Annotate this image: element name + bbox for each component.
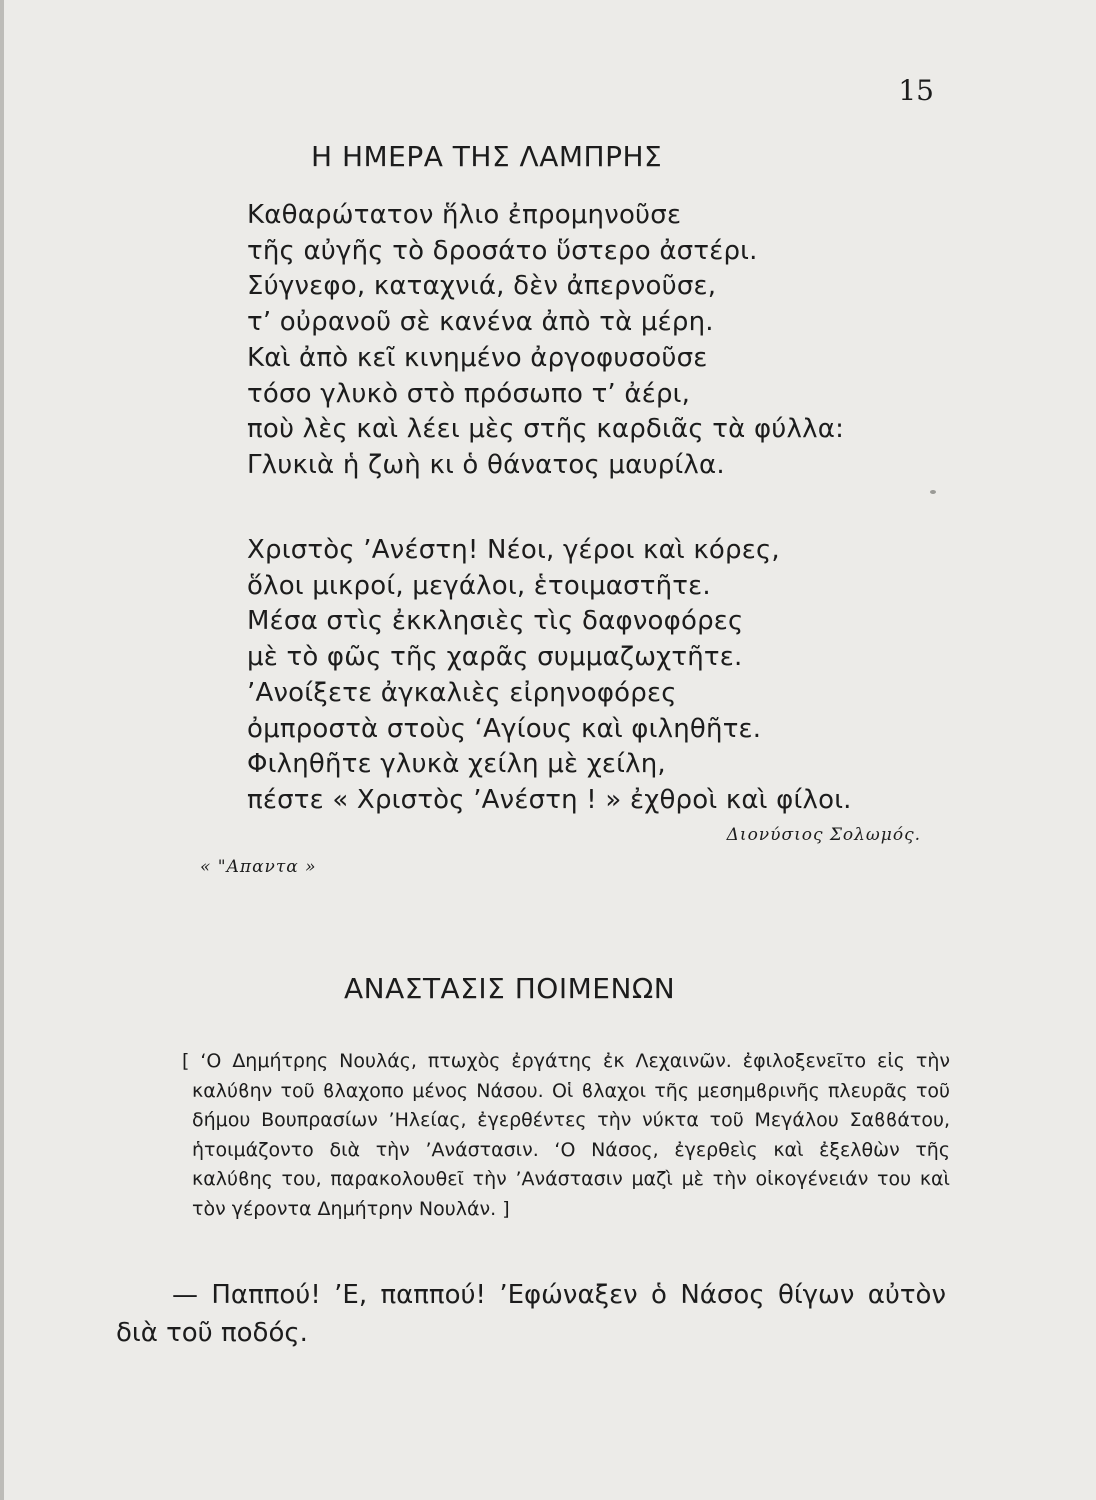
poem-line: τῆς αὐγῆς τὸ δροσάτο ὕστερο ἀστέρι. — [247, 235, 758, 266]
poem-line: Φιληθῆτε γλυκὰ χείλη μὲ χείλη, — [247, 749, 666, 780]
page-number: 15 — [898, 74, 934, 107]
poem-line: ’Ανοίξετε ἀγκαλιὲς εἰρηνοφόρες — [247, 677, 677, 708]
story-paragraph: — Παππού! ’Ε, παππού! ’Εφώναξεν ὁ Νάσος θίγων αὐτὸν διὰ τοῦ ποδός. — [116, 1280, 946, 1348]
poem-line: Καὶ ἀπὸ κεῖ κινημένο ἀργοφυσοῦσε — [247, 342, 708, 373]
poem-line: ὅλοι μικροί, μεγάλοι, ἑτοιμαστῆτε. — [247, 570, 711, 601]
poem-line: Γλυκιὰ ἡ ζωὴ κι ὁ θάνατος μαυρίλα. — [247, 449, 725, 480]
poem-line: ποὺ λὲς καὶ λέει μὲς στῆς καρδιᾶς τὰ φύλλα: — [247, 414, 845, 445]
poem-line: τ’ οὐρανοῦ σὲ κανένα ἀπὸ τὰ μέρη. — [247, 307, 714, 338]
poem-line: ὀμπροστὰ στοὺς ‘Αγίους καὶ φιληθῆτε. — [247, 713, 762, 744]
poem-line: Καθαρώτατον ἥλιο ἐπρομηνοῦσε — [247, 200, 682, 230]
poem-line: Μέσα στὶς ἐκκλησιὲς τὶς δαφνοφόρες — [247, 606, 744, 637]
poem-author: Διονύσιος Σολωμός. — [726, 825, 921, 845]
story-intro-note: [ ‘Ο Δημήτρης Νουλάς, πτωχὸς ἐργάτης ἐκ Λεχαινῶν. ἐφιλοξενεῖτο εἰς τὴν καλύϐην τοῦ ϐλαχοπο μένος Νάσου. Οἱ ϐλαχοι τῆς μεσημϐρινῆς πλευρᾶς τοῦ δήμου Βουπρασίων ’Ηλείας, ἐγερθέντες τὴν νύκτα τοῦ Μεγάλου Σαϐϐάτου, ἡτοιμάζοντο διὰ τὴν ’Ανάστασιν. ‘Ο Νάσος, ἐγερθεὶς καὶ ἐξελθὼν τῆς καλύϐης του, παρακολουθεῖ τὴν ’Ανάστασιν μαζὶ μὲ τὴν οἰκογένειάν του καὶ τὸν γέροντα Δημήτρην Νουλάν. ] — [182, 1050, 950, 1220]
poem-stanza-1 — [247, 198, 844, 484]
poem-line: τόσο γλυκὸ στὸ πρόσωπο τ’ ἀέρι, — [247, 378, 691, 409]
poem-line: Χριστὸς ’Ανέστη! Νέοι, γέροι καὶ κόρες, — [247, 535, 780, 565]
poem-title: Η ΗΜΕΡΑ ΤΗΣ ΛΑΜΠΡΗΣ — [311, 140, 663, 173]
story-title: ΑΝΑΣΤΑΣΙΣ ΠΟΙΜΕΝΩΝ — [344, 972, 676, 1005]
poem-source: « "Απαντα » — [200, 857, 317, 877]
ink-speck — [930, 490, 936, 494]
page-edge — [0, 0, 4, 1500]
poem-line: μὲ τὸ φῶς τῆς χαρᾶς συμμαζωχτῆτε. — [247, 642, 743, 673]
poem-line: πέστε « Χριστὸς ’Ανέστη ! » ἐχθροὶ καὶ φίλοι. — [247, 784, 852, 815]
poem-stanza-2 — [247, 533, 852, 819]
poem-line: Σύγνεφο, καταχνιά, δὲν ἀπερνοῦσε, — [247, 271, 717, 302]
